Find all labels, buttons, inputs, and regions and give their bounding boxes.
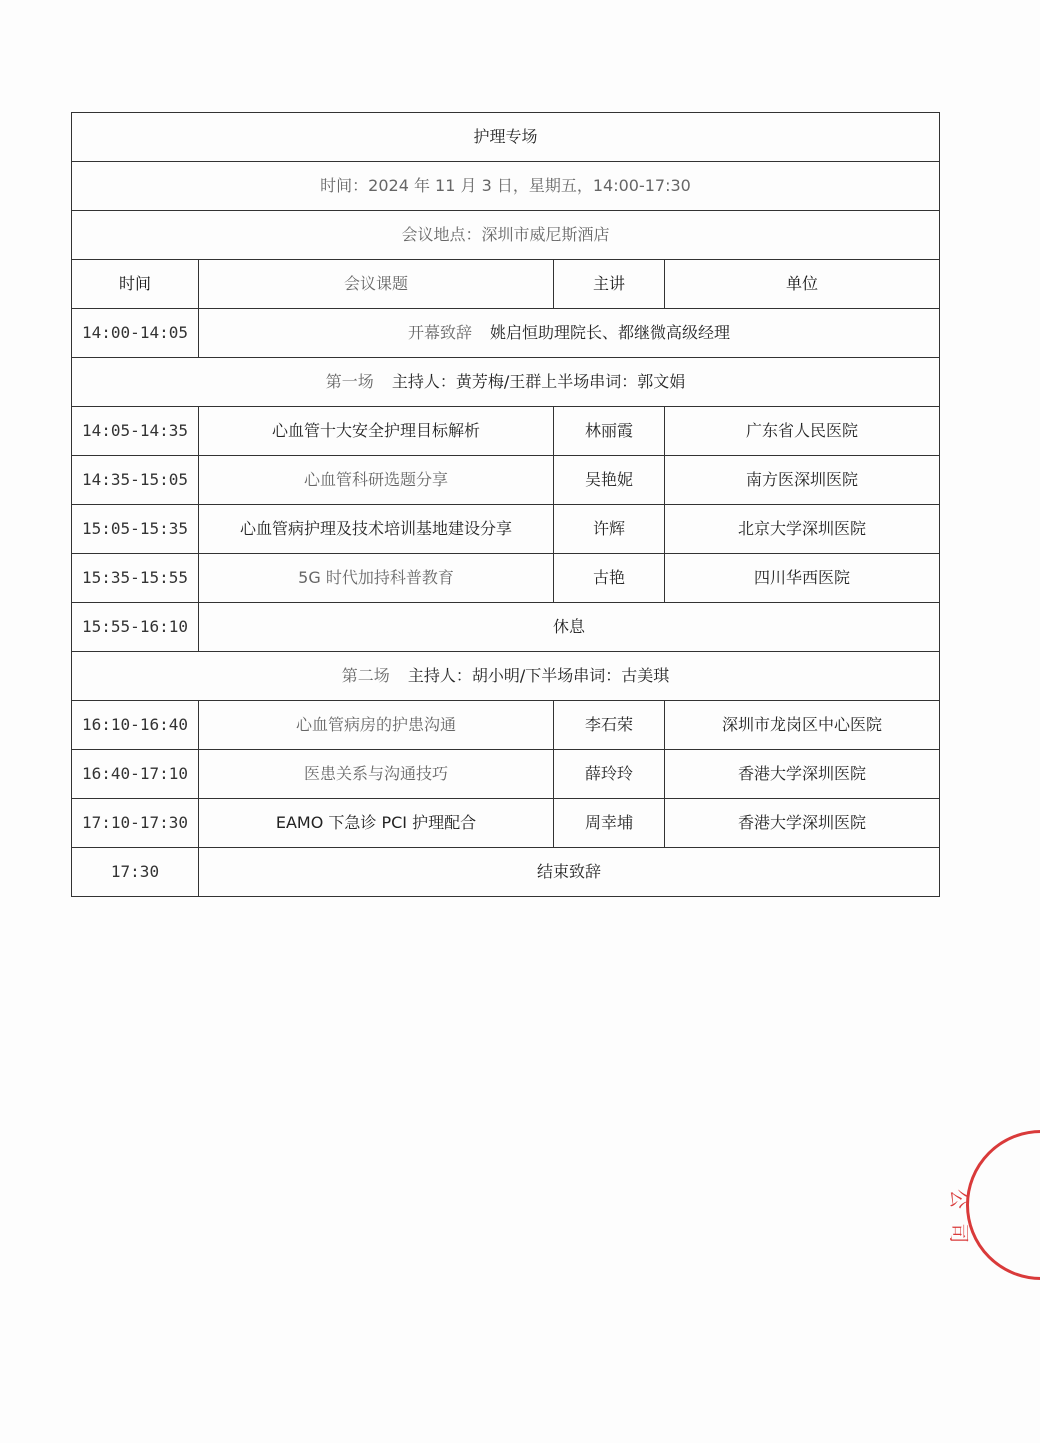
row-topic: EAMO 下急诊 PCI 护理配合 <box>199 799 554 848</box>
header-time: 时间 <box>72 260 199 309</box>
opening-row <box>72 309 940 358</box>
row-speaker: 吴艳妮 <box>554 456 665 505</box>
opening-label: 开幕致辞 <box>407 323 472 342</box>
break-time: 15:55-16:10 <box>72 603 199 652</box>
table-row <box>72 554 940 603</box>
header-unit: 单位 <box>665 260 940 309</box>
table-row <box>72 505 940 554</box>
row-unit: 南方医深圳医院 <box>665 456 940 505</box>
time-row <box>72 162 940 211</box>
seal-text: 公 司 <box>947 1189 971 1248</box>
row-topic: 5G 时代加持科普教育 <box>199 554 554 603</box>
header-topic: 会议课题 <box>199 260 554 309</box>
table-row <box>72 456 940 505</box>
event-venue: 会议地点：深圳市威尼斯酒店 <box>72 211 940 260</box>
table-row <box>72 750 940 799</box>
row-topic: 心血管病房的护患沟通 <box>199 701 554 750</box>
session2-label: 第二场 <box>341 666 390 685</box>
row-speaker: 薛玲玲 <box>554 750 665 799</box>
row-topic: 医患关系与沟通技巧 <box>199 750 554 799</box>
row-topic: 心血管十大安全护理目标解析 <box>199 407 554 456</box>
row-time: 16:40-17:10 <box>72 750 199 799</box>
row-time: 16:10-16:40 <box>72 701 199 750</box>
session1-hosts: 主持人：黄芳梅/王群上半场串词：郭文娟 <box>391 372 686 391</box>
row-time: 15:35-15:55 <box>72 554 199 603</box>
closing-time: 17:30 <box>72 848 199 897</box>
row-speaker: 林丽霞 <box>554 407 665 456</box>
closing-row <box>72 848 940 897</box>
break-row <box>72 603 940 652</box>
agenda-title: 护理专场 <box>72 113 940 162</box>
title-row <box>72 113 940 162</box>
closing-label: 结束致辞 <box>199 848 940 897</box>
agenda-table <box>71 112 940 897</box>
row-topic: 心血管科研选题分享 <box>199 456 554 505</box>
row-time: 14:05-14:35 <box>72 407 199 456</box>
header-speaker: 主讲 <box>554 260 665 309</box>
table-row <box>72 799 940 848</box>
opening-content <box>199 309 940 358</box>
opening-time: 14:00-14:05 <box>72 309 199 358</box>
red-seal-stamp <box>947 1130 1040 1280</box>
table-row <box>72 407 940 456</box>
row-speaker: 周幸埔 <box>554 799 665 848</box>
session2-hosts: 主持人：胡小明/下半场串词：古美琪 <box>407 666 670 685</box>
row-speaker: 李石荣 <box>554 701 665 750</box>
header-row <box>72 260 940 309</box>
row-unit: 香港大学深圳医院 <box>665 750 940 799</box>
session1-row <box>72 358 940 407</box>
row-time: 14:35-15:05 <box>72 456 199 505</box>
session2-info <box>72 652 940 701</box>
session1-label: 第一场 <box>325 372 374 391</box>
row-unit: 广东省人民医院 <box>665 407 940 456</box>
table-row <box>72 701 940 750</box>
row-time: 17:10-17:30 <box>72 799 199 848</box>
row-unit: 香港大学深圳医院 <box>665 799 940 848</box>
break-label: 休息 <box>199 603 940 652</box>
opening-people: 姚启恒助理院长、都继微高级经理 <box>490 323 731 342</box>
row-topic: 心血管病护理及技术培训基地建设分享 <box>199 505 554 554</box>
row-unit: 深圳市龙岗区中心医院 <box>665 701 940 750</box>
row-speaker: 许辉 <box>554 505 665 554</box>
venue-row <box>72 211 940 260</box>
event-time: 时间：2024 年 11 月 3 日，星期五，14:00-17:30 <box>72 162 940 211</box>
row-unit: 北京大学深圳医院 <box>665 505 940 554</box>
row-unit: 四川华西医院 <box>665 554 940 603</box>
row-speaker: 古艳 <box>554 554 665 603</box>
row-time: 15:05-15:35 <box>72 505 199 554</box>
session1-info <box>72 358 940 407</box>
session2-row <box>72 652 940 701</box>
